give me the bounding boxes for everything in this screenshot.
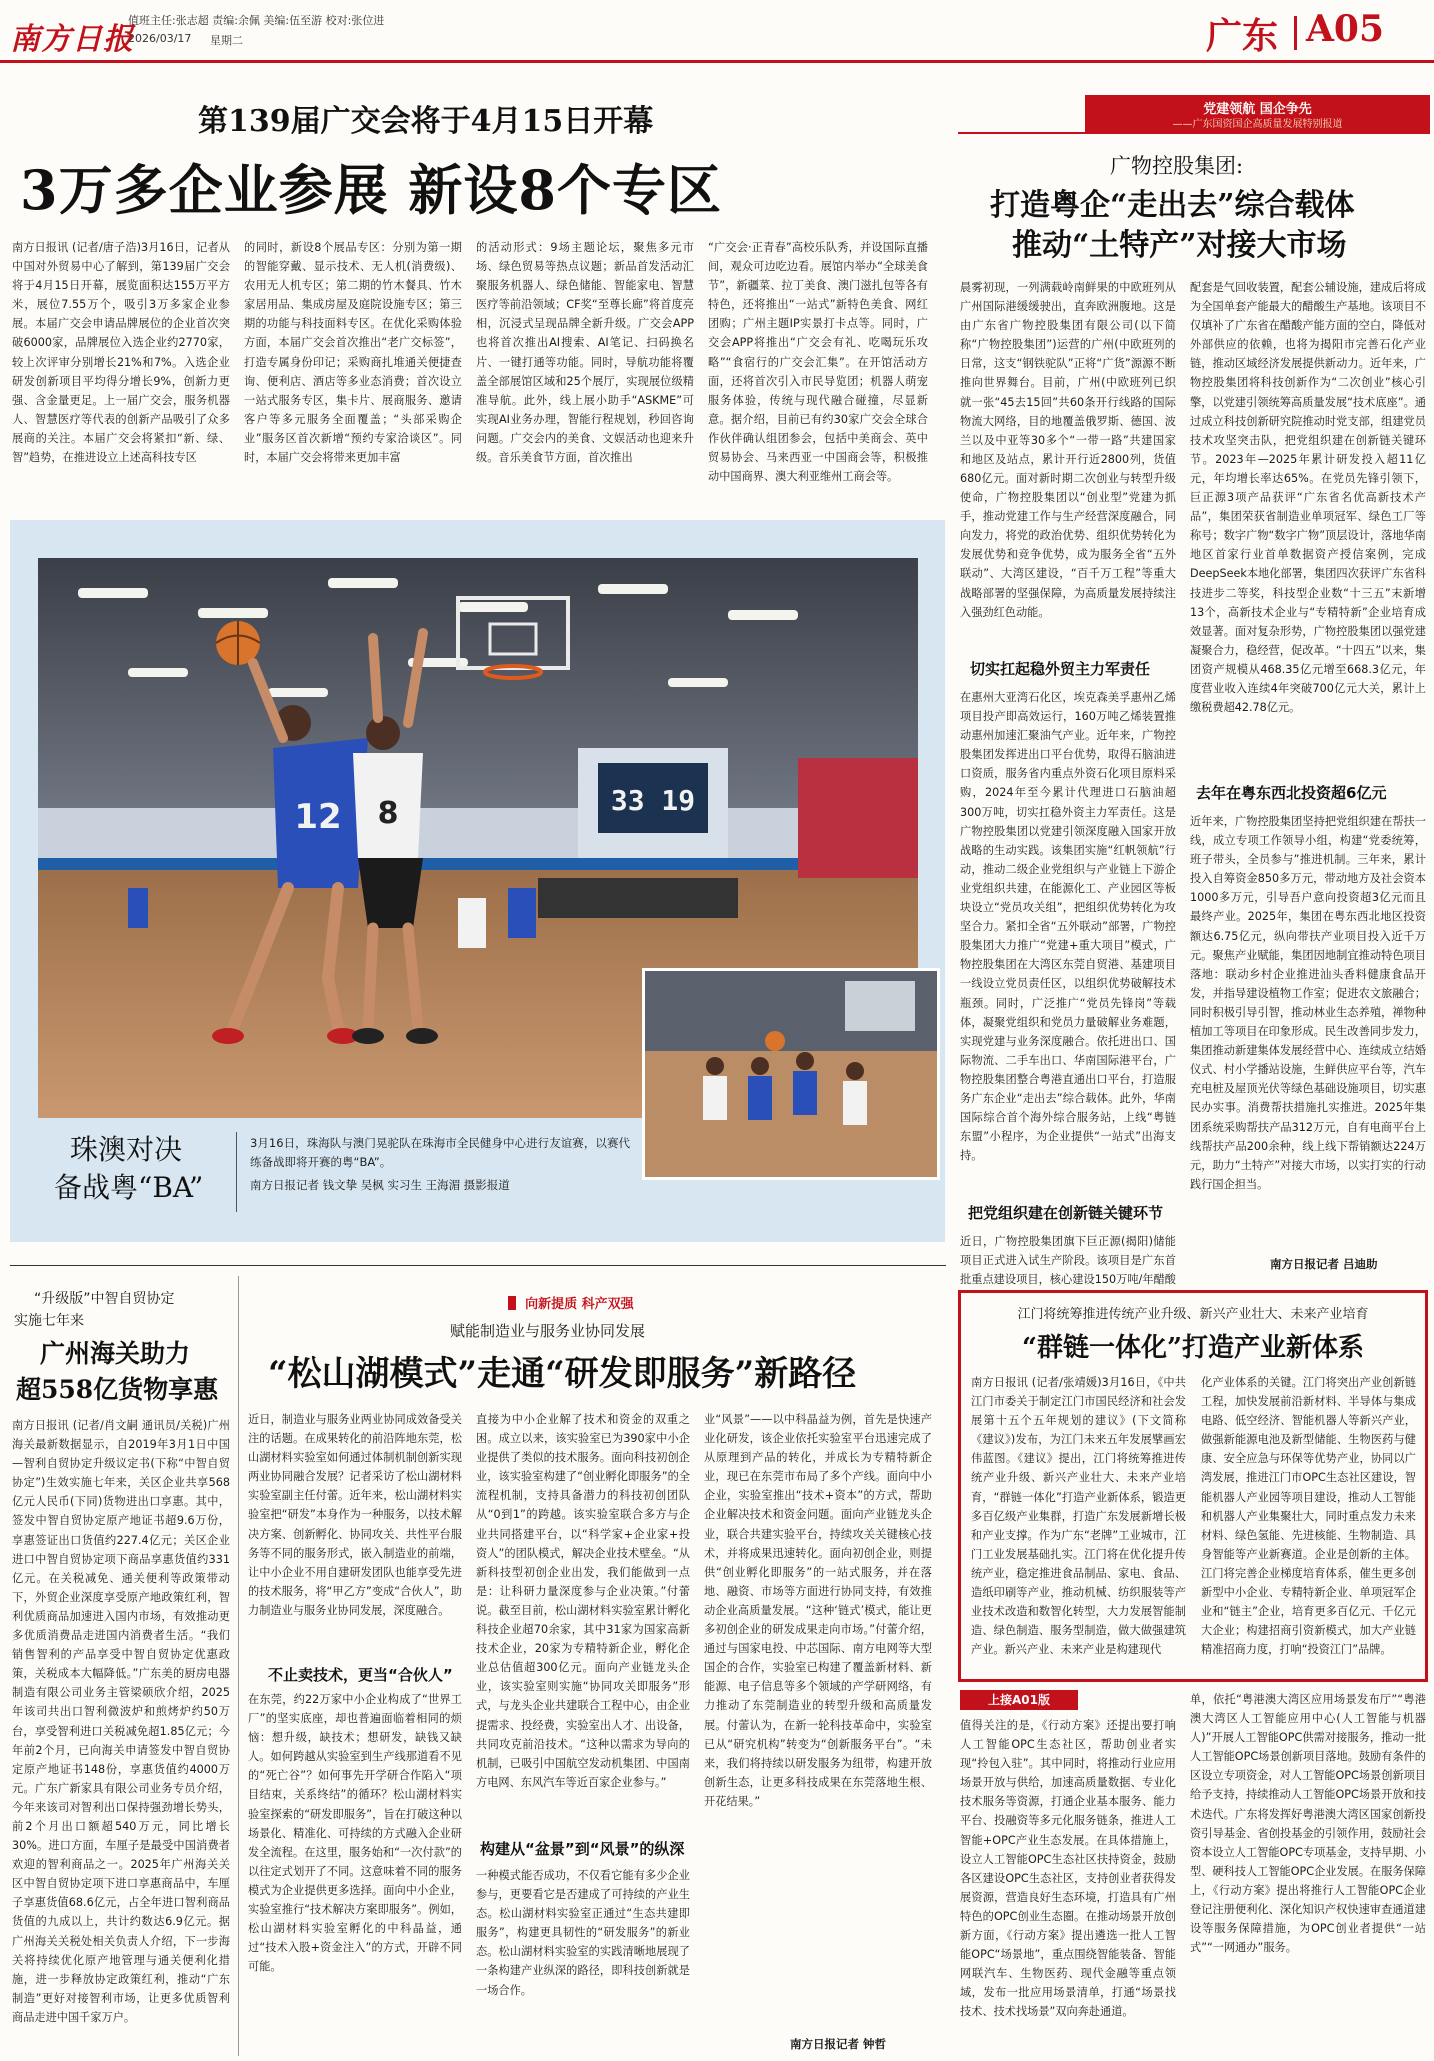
songshan-headline: “松山湖模式”走通“研发即服务”新路径: [268, 1354, 857, 1394]
continued-col-1: 值得关注的是，《行动方案》还提出要打响人工智能OPC生态社区，帮助创业者实现“拎包入驻”。其中同时，将推动行业应用场景开放与供给，加速高质量数据、专业化技术服务等资源，打通企业基本服务、能力平台、投融资等多元化服务链条，推进人工智能+OPC产业生态发展。在具体措施上，设立人工智能OPC生态社区扶持资金，鼓励各区建设OPC生态社区，支持创业者获得发展资源，营造良好生态环境，打造具有广州特色的OPC创业生态圈。在推动场景开放创新方面，《行动方案》提出遴选一批人工智能OPC“场景地”，重点围绕智能装备、智能网联汽车、生物医药、现代金融等重点领域，发布一批应用场景清单，打通“场景找技术、技术找场景”双向奔赴通道。: [960, 1719, 1176, 2019]
jiangmen-headline: “群链一体化”打造产业新体系: [1022, 1333, 1364, 1363]
songshan-tag-marker: [508, 1296, 516, 1310]
customs-kicker-line-1: “升级版”中智自贸协定: [34, 1291, 175, 1307]
songshan-subhead-2: 构建从“盆景”到“风景”的纵深: [480, 1840, 685, 1858]
party-banner-stripe: [958, 132, 1430, 134]
jiangmen-col-2: 化产业体系的关键。江门将突出产业创新链工程，加快发展前沿新材料、半导体与集成电路、低空经济、智能机器人等新兴产业，做强新能源电池及新型储能、生物医药与健康、安全应急与环保等优势产业，协同以广湾发展，推进江门市OPC生态社区建设，智能机器人产业园等项目建设，推动人工智能和机器人产业集聚壮大，同时重点发力未来材料、绿色氢能、先进核能、生物制造、具身智能等产业新赛道。企业是创新的主体。江门将完善企业梯度培育体系，催生更多创新型中小企业、专精特新企业、单项冠军企业和“链主”企业，培育更多百亿元、千亿元大企业；构建招商引资新模式，加大产业链精准招商力度，打响“投资江门”品牌。: [1201, 1376, 1416, 1657]
customs-column-rule: [238, 1276, 239, 2056]
party-banner-line-2: ——广东国资国企高质量发展特别报道: [1172, 119, 1343, 130]
continued-col-2: 单，依托“粤港澳大湾区应用场景发布厅”“粤港澳大湾区人工智能应用中心(人工智能与机器人)”开展人工智能OPC供需对接服务，推动一批人工智能OPC场景创新项目落地。鼓励有条件的区设立专项资金，对人工智能OPC场景创新项目给予支持，持续推动人工智能OPC场景开放和技术迭代。广东将发挥好粤港澳大湾区国家创新投资引导基金、省创投基金的引领作用，鼓励社会资本设立人工智能OPC专项基金，支持早期、小型、硬科技人工智能OPC企业发展。在服务保障上，《行动方案》提出将推行人工智能OPC企业登记注册便利化、深化知识产权快速审查通道建设等服务保障措施，为OPC创业者提供“一站式”“一网通办”服务。: [1190, 1693, 1426, 1955]
photo-caption: 3月16日，珠海队与澳门晃驼队在珠海市全民健身中心进行友谊赛，以赛代练备战即将开赛的粤“BA”。: [250, 1136, 630, 1169]
lead-headline: 3万多企业参展 新设8个专区: [20, 158, 722, 222]
lead-col-1: 南方日报讯 (记者/唐子浩)3月16日，记者从中国对外贸易中心了解到，第139届广交会将于4月15日开幕，展览面积达155万平方米，展位7.55万个，吸引3万多家企业参展。本届广交会申请品牌展位的企业首次突破6000家，品牌展位入选企业约2770家，较上次评审分别增长21%和7%。入选企业研发创新项目平均得分增长9%，创新力更强、含金量更足。上一届广交会，服务机器人、智慧医疗等代表的创新产品吸引了众多展商的关注。本届广交会将紧扣“新、绿、智”趋势，在推进设立上述高科技专区: [12, 241, 230, 465]
customs-kicker-line-2: 实施七年来: [14, 1313, 84, 1329]
right-subhead-3: 去年在粤东西北投资超6亿元: [1196, 784, 1387, 802]
photo-panel: [10, 520, 945, 1242]
section-name: 广东: [1206, 15, 1279, 57]
right-subhead-2: 把党组织建在创新链关键环节: [968, 1204, 1164, 1222]
issue-date: 2026/03/17: [128, 32, 192, 45]
party-banner: [1085, 95, 1430, 133]
masthead-rule: [0, 60, 1434, 63]
songshan-kicker: 赋能制造业与服务业协同发展: [450, 1322, 646, 1340]
customs-headline-line-1: 广州海关助力: [40, 1339, 191, 1368]
lead-col-4: “广交会·正青春”高校乐队秀，并设国际直播间，观众可边吃边看。展馆内举办“全球美食节”，新疆菜、拉丁美食、澳门滋扎包等各有特色，还将推出“一站式”新特色美食、网红团购；广州主题IP实景打卡点等。同时，广交会APP将推出“广交会有礼、吃喝玩乐攻略”“食宿行的广交会汇集”。在开馆活动方面，还将首次引入市民导览团；机器人萌宠服务体验，传统与现代融合碰撞，尽显新意。据介绍，目前已有约30家广交会全球合作伙伴确认组团参会，包括中美商会、英中贸易协会、马来西亚一中国商会等，积极推动中国商界、澳大利亚维州工商会等。: [708, 241, 928, 484]
inset-photo-illustration: [645, 971, 937, 1177]
photo-title-line-1: 珠澳对决: [70, 1133, 183, 1166]
lead-kicker: 第139届广交会将于4月15日开幕: [198, 104, 654, 139]
right-col-1-b: 在惠州大亚湾石化区，埃克森美孚惠州乙烯项目投产即高效运行，160万吨乙烯装置推动惠州加速汇聚油气产业。近年来，广物控股集团发挥进出口平台优势，取得石脑油进口资质，服务省内重点外资石化项目原料采购，2024年至今累计代理进口石脑油超300万吨，切实扛稳外资主力军责任。这是广物控股集团以党建引领深度融入国家开放战略的生动实践。该集团实施“红帆领航”行动，推动二级企业党组织与产业链上下游企业党组织共建，在能源化工、产业园区等板块设立“党员攻关组”，把组织优势转化为攻坚合力。紧扣全省“五外联动”部署，广物控股集团大力推广“党建+重大项目”模式，广物控股集团在大湾区东莞自贸港、基建项目一线设立党员责任区，以组织优势破解技术瓶颈。同时，广泛推广“党员先锋岗”等载体，凝聚党组织和党员力量破解业务难题，实现党建与业务深度融合。依托进出口、国际物流、二手车出口、华南国际港平台，广物控股集团整合粤港直通出口平台，打造服务广东企业“走出去”综合载体。此外，华南国际综合首个海外综合服务站，上线“粤链东盟”小程序，为企业提供“一站式”出海支持。: [960, 691, 1176, 1163]
songshan-tag: [508, 1292, 634, 1312]
party-banner-line-1: 党建领航 国企争先: [1203, 102, 1312, 117]
jiangmen-col-1: 南方日报讯 (记者/张靖媛)3月16日，《中共江门市委关于制定江门市国民经济和社会发展第十五个五年规划的建议》(下文简称《建议》)发布，为江门未来五年发展擘画宏伟蓝图。《建议》提出，江门将统筹推进传统产业升级、新兴产业壮大、未来产业培育，“群链一体化”打造产业新体系，锻造更多百亿级产业集群，打造广东发展新增长极和产业支撑。作为广东“老牌”工业城市，江门工业发展基础扎实。江门将在优化提升传统产业，稳定推进食品制品、家电、食品、造纸印刷等产业，推动机械、纺织服装等产业技术改造和数智化转型，大力发展智能制造、绿色制造、服务型制造，做大做强建筑产业。新兴产业、未来产业是构建现代: [971, 1376, 1186, 1657]
lead-col-2: 的同时，新设8个展品专区：分别为第一期的智能穿戴、显示技术、无人机(消费级)、农用无人机专区；第二期的竹木餐具、竹木家居用品、集成房屋及庭院设施专区；第三期的功能与科技面料专区。在优化采购体验方面，本届广交会首次推出“老广交标签”，打造专属身份印记；采购商扎堆通关便捷查询、便利店、酒店等多业态消费；首次设立一站式服务专区，集卡片、展商服务、邀请客户等多元服务全面覆盖；“头部采购企业”服务区首次新增“预约专家洽谈区”。同时，本届广交会将带来更加丰富: [244, 241, 462, 465]
jiangmen-kicker: 江门将统筹推进传统产业升级、新兴产业壮大、未来产业培育: [1017, 1307, 1369, 1322]
right-kicker: 广物控股集团:: [1110, 154, 1244, 178]
jersey-number-white: 8: [377, 796, 399, 831]
songshan-col-1-a: 近日，制造业与服务业两业协同成效备受关注的话题。在成果转化的前沿阵地东莞，松山湖材料实验室如何通过体制机制创新实现两业协同融合发展？记者采访了松山湖材料实验室副主任付蕾。近年来，松山湖材料实验室把“研发”本身作为一种服务，以技术解决方案、创新孵化、协同攻关、共性平台服务等不同的服务形式，嵌入制造业的前端，让中小企业不用自建研发团队也能享受先进的技术服务，将“甲乙方”变成“合伙人”，助力制造业与服务业协同发展，深度融合。: [248, 1413, 462, 1617]
scoreboard-score: 33 19: [610, 784, 696, 817]
newspaper-logo: 南方日报: [10, 22, 134, 57]
continued-tag: [960, 1690, 1078, 1710]
editor-credits: 值班主任:张志超 责编:余佩 美编:伍至游 校对:张位进: [128, 14, 385, 27]
photo-title-line-2: 备战粤“BA”: [54, 1171, 204, 1204]
photo-caption-rule: [236, 1132, 237, 1212]
jersey-number-blue: 12: [294, 797, 342, 837]
right-headline-line-2: 推动“土特产”对接大市场: [1012, 228, 1347, 263]
customs-headline-line-2: 超558亿货物享惠: [16, 1375, 219, 1404]
photo-credit: 南方日报记者 钱文挚 吴枫 实习生 王海湄 摄影报道: [250, 1178, 510, 1192]
songshan-tag-text: 向新提质 科产双强: [525, 1297, 634, 1312]
inset-photo: [642, 968, 940, 1180]
customs-body: 南方日报讯 (记者/肖文嗣 通讯员/关税)广州海关最新数据显示，自2019年3月1日中国—智利自贸协定升级议定书(下称“中智自贸协定”)生效实施七年来，关区企业共享568亿元人民币(下同)货物进出口享惠。其中，签发中智自贸协定原产地证书超9.6万份，享惠签证出口货值约227.4亿元；关区企业进口中智自贸协定项下商品享惠货值约331亿元。在关税减免、通关便利等政策带动下，外贸企业深度享受原产地政策红利，智利优质商品加速进入国内市场，有效推动更多优质消费品走进国内消费者生活。“我们销售智利的产品享受中智自贸协定优惠政策，关税成本大幅降低。”广东美的厨房电器制造有限公司业务主管梁硕欣介绍，2025年该司共出口智利微波炉和煎烤炉约50万台，享受智利进口关税减免超1.85亿元；今年前2个月，已向海关申请签发中智自贸协定原产地证书148份，享惠货值约4000万元。广东广新家具有限公司业务专员介绍，今年来该司对智利出口保持强劲增长势头，前2个月出口额超540万元，同比增长30%。进口方面，车厘子是最受中国消费者欢迎的智利商品之一。2025年广州海关关区中智自贸协定项下进口享惠商品中，车厘子享惠货值68.6亿元，占全年进口智利商品货值的九成以上，共计约数达6.9亿元。据广州海关关税处相关负责人介绍，下一步海关将持续优化原产地管理与通关便利化措施，进一步释放协定政策红利，推动“广东制造”更好对接智利市场，让更多优质智利商品走进中国千家万户。: [12, 1419, 230, 2024]
page-number: A05: [1306, 8, 1385, 50]
lead-col-3: 的活动形式：9场主题论坛，聚焦多元市场、绿色贸易等热点议题；新品首发活动汇聚服务机器人、绿色储能、智能家电、智慧医疗等前沿领域；CF奖“至尊长廊”将首度亮相，沉浸式呈现品牌全新升级。广交会APP也将首次推出AI搜索、AI笔记、扫码换名片、一键打通等功能。同时，导航功能将覆盖全部展馆区域和25个展厅，实现展位级精准导航。此外，线上展小助手“ASKME”可实现AI业务办理，智能行程规划，秒回咨询问题。广交会内的美食、文娱活动也迎来升级。音乐美食节方面，首次推出: [476, 241, 694, 465]
bottom-section-rule: [10, 1265, 946, 1266]
jiangmen-box: [958, 1290, 1428, 1682]
right-col-1-a: 晨雾初现，一列满载岭南鲜果的中欧班列从广州国际港缓缓驶出，直奔欧洲腹地。这是由广东省广物控股集团有限公司(以下简称“广物控股集团”)运营的广州(中欧班列的日常，这支“钢铁驼队”正将“广货”源源不断推向世界舞台。目前，广州(中欧班列已织就一张“45去15回”共60条开行线路的国际物流大网络，目的地覆盖俄罗斯、德国、波兰以及中亚等30多个“一带一路”共建国家和地区及站点，累计开行近2800列，货值680亿元。面对新时期二次创业与转型升级使命，广物控股集团以“创业型”党建为抓手，推动党建工作与生产经营深度融合，同向发力，将党的政治优势、组织优势转化为发展优势和竞争优势，成为服务全省“五外联动”、大湾区建设，“百千万工程”等重大战略部署的坚强保障，为高质量发展持续注入强劲红色动能。: [960, 281, 1176, 619]
continued-tag-text: 上接A01版: [988, 1693, 1050, 1707]
issue-weekday: 星期二: [210, 34, 243, 47]
right-col-1-c: 近日，广物控股集团旗下巨正源(揭阳)储能项目正式进入试生产阶段。该项目是广东首批重点建设项目，核心建设150万吨/年醋酸: [960, 1235, 1176, 1287]
right-subhead-1: 切实扛起稳外贸主力军责任: [970, 660, 1151, 678]
songshan-credit: 南方日报记者 钟哲: [790, 2037, 887, 2051]
songshan-col-2-a: 直接为中小企业解了技术和资金的双重之困。成立以来，该实验室已为390家中小企业提供了类似的技术服务。面向科技初创企业，该实验室构建了“创业孵化即服务”的全流程机制，支持具备潜力的科技初创团队从“0到1”的跨越。该实验室联合多方与企业共同搭建平台，以“科学家+企业家+投资人”的团队模式，解决企业技术壁垒。“从新科技型初创企业出发，我们能做到一点是：让科研力量深度参与企业决策。”付蕾说。截至目前，松山湖材料实验室累计孵化科技企业超70余家，其中31家为国家高新技术企业，20家为专精特新企业，孵化企业总估值超300亿元。面向产业链龙头企业，该实验室则实施“协同攻关即服务”形式，与龙头企业共建联合工程中心，由企业提需求、投经费，实验室出人才、出设备，共同攻克前沿技术。“这种以需求为导向的机制，已吸引中国航空发动机集团、中国南方电网、东风汽车等近百家企业参与。”: [476, 1413, 690, 1789]
section-divider: [1294, 16, 1297, 50]
songshan-subhead-1: 不止卖技术，更当“合伙人”: [268, 1666, 453, 1684]
songshan-col-3: 业“风景”——以中科晶益为例，首先是快速产业化研发，该企业依托实验室平台迅速完成了从原理到产品的转化，并成长为专精特新企业，现已在东莞市布局了多个产线。面向中小企业，实验室推出“技术+资本”的方式，帮助企业解决技术和资金问题。面向产业链龙头企业，联合共建实验平台，持续攻关关键核心技术，并将成果迅速转化。面向初创企业，则提供“创业孵化即服务”的一站式服务，并在落地、融资、市场等方面进行协同支持，有效推动企业高质量发展。“这种‘链式’模式，能让更多初创企业的研发成果走向市场。”付蕾介绍，通过与国家电投、中芯国际、南方电网等大型国企的合作，实验室已构建了覆盖新材料、新能源、电子信息等多个领域的产学研网络，有力推动了东莞制造业的转型升级和高质量发展。付蕾认为，在新一轮科技革命中，实验室已从“研究机构”转变为“创新服务平台”。“未来，我们将持续以研发服务为纽带，构建开放创新生态，让更多科技成果在东莞落地生根、开花结果。”: [704, 1413, 932, 1808]
songshan-col-2-b: 一种模式能否成功，不仅看它能有多少企业参与，更要看它是否建成了可持续的产业生态。松山湖材料实验室正通过“生态共建即服务”，构建更具韧性的“研发服务”的新业态。松山湖材料实验室的实践清晰地展现了一条构建产业纵深的路径，即科技创新就是一场合作。: [476, 1869, 690, 1997]
right-credit: 南方日报记者 吕迪助: [1270, 1257, 1378, 1271]
right-col-2-a: 配套是气回收装置，配套公辅设施，建成后将成为全国单套产能最大的醋酸生产基地。该项目不仅填补了广东省在醋酸产能方面的空白，降低对外部供应的依赖，也将为揭阳市完善石化产业链，推动区域经济发展提供新动力。近年来，广物控股集团将科技创新作为“二次创业”核心引擎，以党建引领统筹高质量发展“技术底座”。通过成立科技创新研究院推动时党支部，组建党员技术攻坚突击队，把党组织建在创新链关键环节。2023年—2025年累计研发投入超11亿元，年均增长率达65%。在党员先锋引领下，巨正源3项产品获评“广东省名优高新技术产品”，集团荣获省制造业单项冠军、绿色工厂等称号；数字广物“数字广物”顶层设计，落地华南地区首家行业首单数据资产授信案例，完成DeepSeek本地化部署，集团四次获评广东省科技进步二等奖，科技型企业数“十三五”末新增13个，高新技术企业与“专精特新”企业培育成效显著。面对复杂形势，广物控股集团以强党建凝聚合力，稳经营，促改革。“十四五”以来，集团资产规模从468.35亿元增至668.3亿元，年度营业收入连续4年突破700亿元大关，累计上缴税费超42.78亿元。: [1190, 281, 1426, 715]
right-headline-line-1: 打造粤企“走出去”综合载体: [990, 188, 1355, 223]
songshan-col-1-b: 在东莞，约22万家中小企业构成了“世界工厂”的坚实底座，却也普遍面临着相同的烦恼：想升级，缺技术；想研发，缺钱又缺人。如何跨越从实验室到生产线那道看不见的“死亡谷”？如何事先开学研合作陷入“项目结束，关系终结”的循环？松山湖材料实验室探索的“研发即服务”，旨在打破这种以场景化、精准化、可持续的方式融入企业研发全流程。在这里，服务始和“一次付款”的以往定式划开了不同。这意味着不同的服务模式为企业提供更多选择。面向中小企业，实验室推行“技术解决方案即服务”。例如，松山湖材料实验室孵化的中科晶益，通过“技术入股+资金注入”的方式，开辟不同可能。: [248, 1693, 462, 1974]
right-col-2-b: 近年来，广物控股集团坚持把党组织建在帮扶一线，成立专项工作领导小组，构建“党委统筹，班子带头，全员参与”推进机制。三年来，累计投入自筹资金850多万元，带动地方及社会资本1000多万元，引导吾户意向投资超3亿元而且最终产业。2025年，集团在粤东西北地区投资额达6.75亿元，纵向带扶产业项目投入近千万元。聚焦产业赋能，集团因地制宜推动特色项目落地：联动乡村企业推进汕头香料健康食品开发，并指导建设植物工作室；促进农文旅融合；同时积极引导引智，推动林业生态养殖，禅物种植加工等项目在印象形成。民生改善同步发力，集团推动新建集体发展经营中心、连续成立结婚仪式、村小学播站设施，生鲜供应平台等，汽车充电桩及屋顶光伏等绿色基础设施项目，切实惠民办实事。消费帮扶措施扎实推进。2025年集团系统采购帮扶产品312万元，自有电商平台上线帮扶产品200余种，线上线下帮销额达224万元，助力“土特产”对接大市场，以实打实的行动践行国企担当。: [1190, 815, 1426, 1191]
masthead: [0, 0, 1434, 58]
